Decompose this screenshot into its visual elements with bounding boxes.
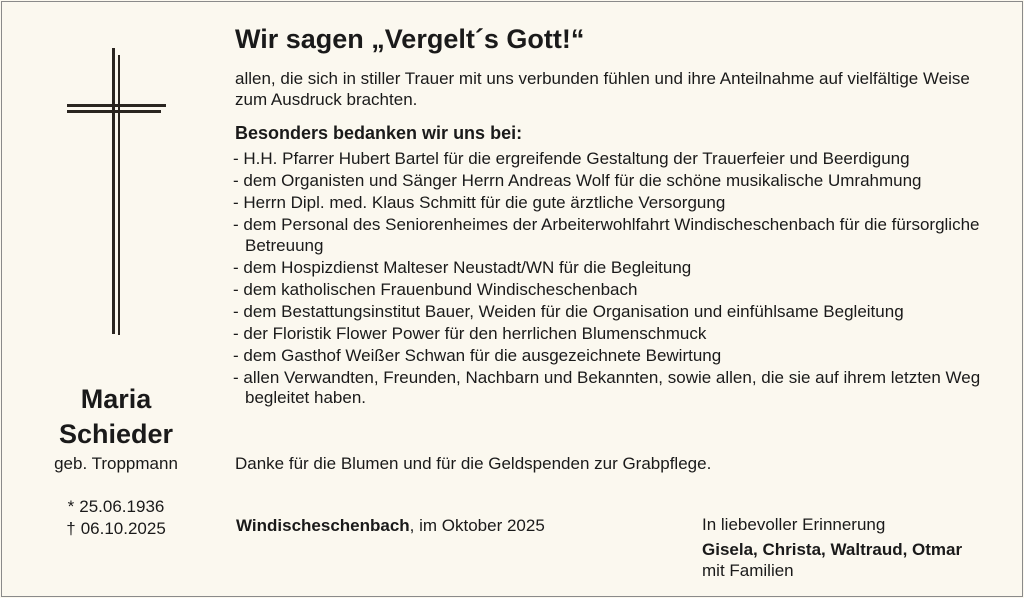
death-date: 06.10.2025: [80, 519, 166, 538]
birth-line: [30, 496, 202, 518]
place-date: [236, 515, 545, 536]
list-item: - dem Gasthof Weißer Schwan für die ausgezeichnete Bewirtung: [233, 345, 722, 365]
mourner-names: Gisela, Christa, Waltraud, Otmar: [702, 540, 963, 559]
list-item: - dem katholischen Frauenbund Windischeschenbach: [233, 279, 638, 299]
deceased-last-name: Schieder: [58, 419, 174, 449]
closing-text: Danke für die Blumen und für die Geldspenden zur Grabpflege.: [235, 454, 712, 473]
signoff: [702, 514, 962, 581]
intro-text: allen, die sich in stiller Trauer mit uns verbunden fühlen und ihre Anteilnahme auf vielfältige Weise zum Ausdruck brachten.: [235, 69, 970, 109]
place-name: Windischeschenbach: [236, 516, 410, 535]
deceased-first-name: Maria: [80, 384, 152, 414]
list-item: - dem Hospizdienst Malteser Neustadt/WN für die Begleitung: [233, 257, 692, 277]
list-item: - der Floristik Flower Power für den herrlichen Blumenschmuck: [233, 323, 707, 343]
death-symbol: †: [66, 519, 76, 538]
birth-symbol: *: [67, 497, 75, 516]
signoff-families: mit Familien: [702, 561, 794, 580]
list-item: - H.H. Pfarrer Hubert Bartel für die ergreifende Gestaltung der Trauerfeier und Beerdigung: [233, 149, 910, 168]
birth-date: 25.06.1936: [79, 497, 165, 516]
list-item: - dem Bestattungsinstitut Bauer, Weiden für die Organisation und einfühlsame Begleitung: [233, 301, 904, 321]
list-item: - allen Verwandten, Freunden, Nachbarn und Bekannten, sowie allen, die sie auf ihrem letzten Weg begleitet haben.: [233, 367, 981, 407]
thanks-subheading: Besonders bedanken wir uns bei:: [235, 123, 523, 143]
signoff-line: In liebevoller Erinnerung: [702, 515, 886, 534]
list-item: - dem Personal des Seniorenheimes der Arbeiterwohlfahrt Windischeschenbach für die fürsorgliche Betreuung: [233, 215, 980, 255]
list-item: - dem Organisten und Sänger Herrn Andreas Wolf für die schöne musikalische Umrahmung: [233, 171, 922, 190]
date-text: , im Oktober 2025: [409, 516, 545, 535]
headline: Wir sagen „Vergelt´s Gott!“: [235, 24, 585, 54]
list-item: - Herrn Dipl. med. Klaus Schmitt für die gute ärztliche Versorgung: [233, 193, 726, 212]
deceased-maiden-name: geb. Troppmann: [54, 454, 178, 473]
thanks-list: [233, 149, 1013, 410]
death-line: [30, 518, 202, 540]
